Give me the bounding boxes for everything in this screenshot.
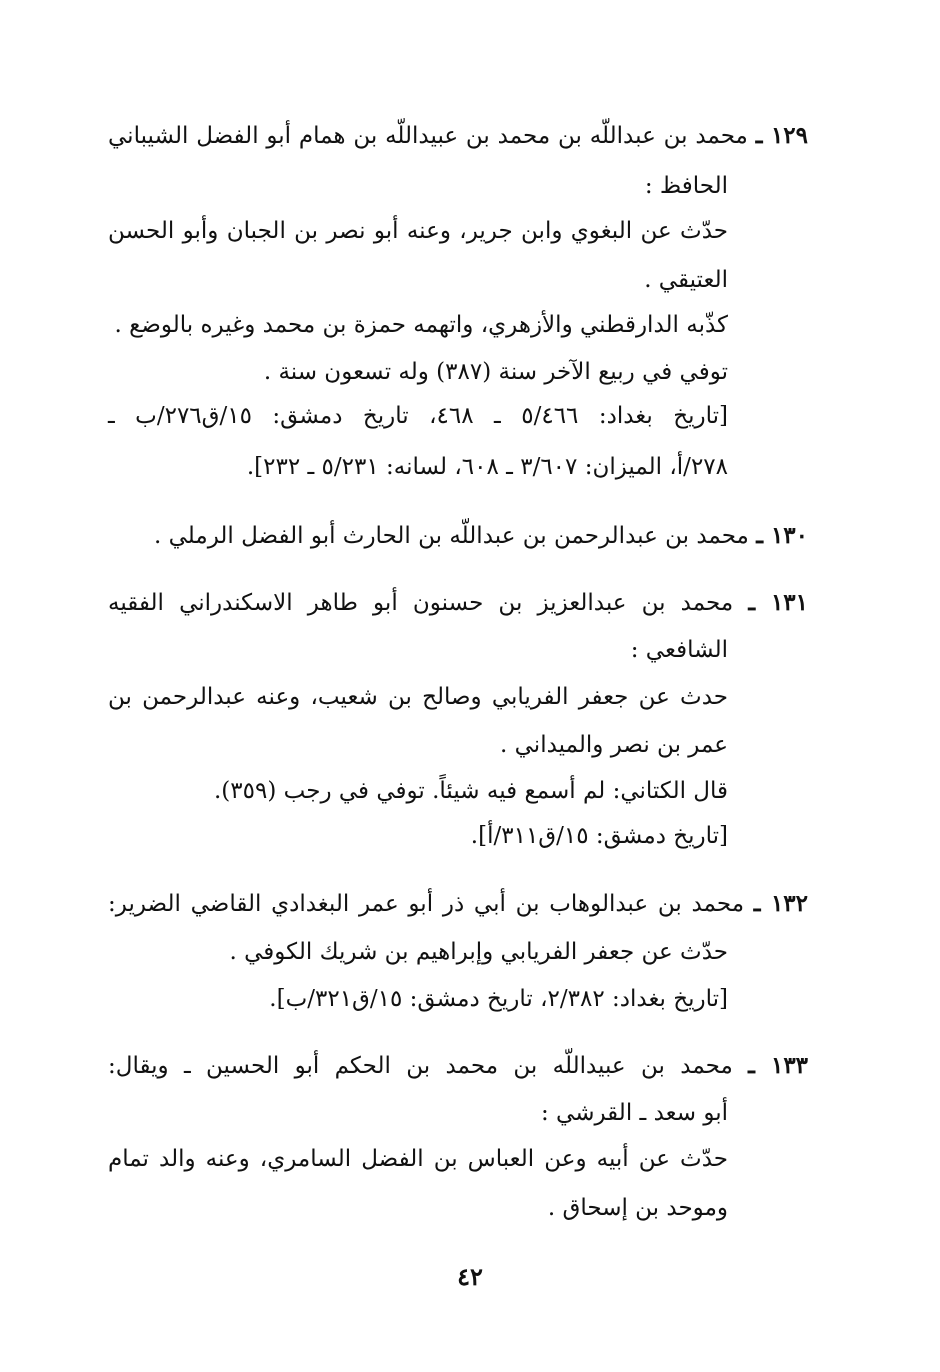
entry-text: محمد بن عبداللّه بن محمد بن عبيداللّه بن همام أبو الفضل الشيباني	[108, 123, 748, 149]
entry-131-line-5: قال الكتاني: لم أسمع فيه شيئاً. توفي في رجب (٣٥٩).	[214, 778, 728, 804]
entry-131-line-3: حدث عن جعفر الفريابي وصالح بن شعيب، وعنه عبدالرحمن بن	[108, 684, 728, 710]
entry-129-line-8: ٢٧٨/أ، الميزان: ٣/٦٠٧ ـ ٦٠٨، لسانه: ٥/٢٣١ ـ ٢٣٢].	[246, 454, 728, 480]
entry-132-line-3: [تاريخ بغداد: ٢/٣٨٢، تاريخ دمشق: ١٥/ق٣٢١/ب].	[269, 986, 728, 1012]
entry-131-line-6: [تاريخ دمشق: ١٥/ق٣١١/أ].	[470, 823, 728, 849]
entry-129-line-5: كذّبه الدارقطني والأزهري، واتهمه حمزة بن محمد وغيره بالوضع .	[114, 312, 728, 338]
entry-number: ١٣٣ ـ	[748, 1052, 809, 1079]
entry-131-line-2: الشافعي :	[630, 637, 728, 663]
entry-text: محمد بن عبيداللّه بن محمد بن الحكم أبو الحسين ـ ويقال:	[108, 1053, 733, 1079]
entry-133-line-4: وموحد بن إسحاق .	[547, 1195, 728, 1221]
entry-number: ١٣١ ـ	[748, 589, 808, 616]
entry-133-line-1	[108, 1048, 808, 1084]
entry-number: ١٢٩ ـ	[755, 122, 808, 149]
entry-131-line-1	[108, 585, 808, 621]
entry-129-line-7: [تاريخ بغداد: ٥/٤٦٦ ـ ٤٦٨، تاريخ دمشق: ١٥/ق٢٧٦/ب ـ	[108, 403, 728, 429]
entry-number: ١٣٢ ـ	[753, 890, 809, 917]
entry-130-line-1	[108, 518, 808, 554]
entry-133-line-3: حدّث عن أبيه وعن العباس بن الفضل السامري، وعنه والد تمام	[108, 1146, 728, 1172]
entry-text: محمد بن عبدالوهاب بن أبي ذر أبو عمر البغدادي القاضي الضرير:	[108, 891, 745, 917]
entry-129-line-6: توفي في ربيع الآخر سنة (٣٨٧) وله تسعون سنة .	[263, 359, 728, 385]
entry-131-line-4: عمر بن نصر والميداني .	[500, 732, 728, 758]
entry-text: محمد بن عبدالعزيز بن حسنون أبو طاهر الاسكندراني الفقيه	[108, 590, 734, 616]
entry-number: ١٣٠ ـ	[756, 522, 808, 549]
entry-text: محمد بن عبدالرحمن بن عبداللّه بن الحارث أبو الفضل الرملي .	[153, 523, 749, 549]
entry-132-line-2: حدّث عن جعفر الفريابي وإبراهيم بن شريك الكوفي .	[229, 939, 728, 965]
entry-129-line-4: العتيقي .	[644, 267, 728, 293]
entry-129-line-2: الحافظ :	[644, 173, 728, 199]
entry-129-line-3: حدّث عن البغوي وابن جرير، وعنه أبو نصر بن الجبان وأبو الحسن	[108, 218, 728, 244]
entry-132-line-1	[108, 886, 808, 922]
entry-133-line-2: أبو سعد ـ القرشي :	[540, 1100, 728, 1126]
entry-129-line-1	[108, 118, 808, 154]
page-number: ٤٢	[457, 1262, 483, 1291]
